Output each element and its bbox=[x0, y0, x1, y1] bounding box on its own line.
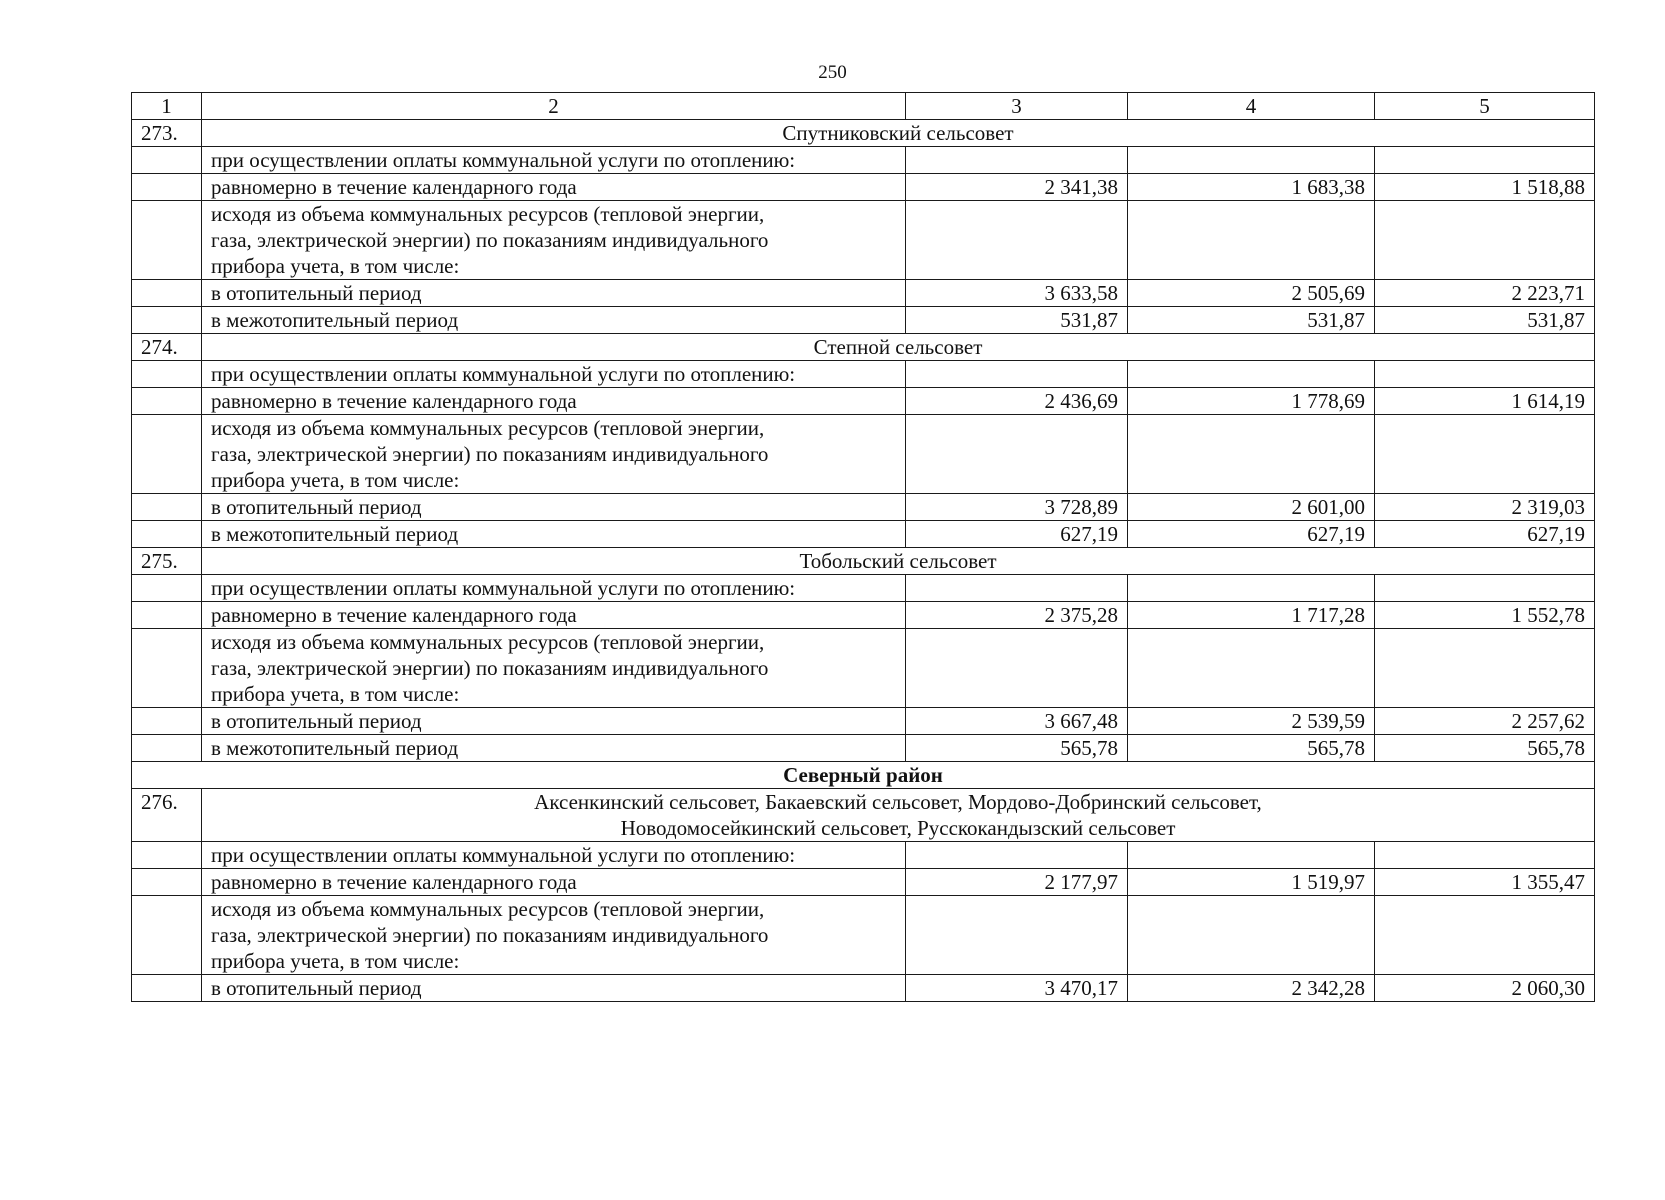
tariff-value bbox=[906, 147, 1128, 174]
tariff-row bbox=[132, 896, 1595, 975]
tariff-value: 1 552,78 bbox=[1375, 602, 1595, 629]
tariff-row bbox=[132, 602, 1595, 629]
tariff-row bbox=[132, 975, 1595, 1002]
row-label bbox=[202, 494, 906, 521]
tariff-value: 2 601,00 bbox=[1128, 494, 1375, 521]
text-line: в отопительный период bbox=[211, 281, 422, 305]
row-label bbox=[202, 735, 906, 762]
column-number: 4 bbox=[1128, 93, 1375, 120]
row-label bbox=[202, 201, 906, 280]
tariff-row bbox=[132, 361, 1595, 388]
row-label bbox=[202, 174, 906, 201]
text-line: при осуществлении оплаты коммунальной услуги по отоплению: bbox=[211, 843, 796, 867]
text-line: при осуществлении оплаты коммунальной услуги по отоплению: bbox=[211, 148, 796, 172]
tariff-value: 3 667,48 bbox=[906, 708, 1128, 735]
tariff-row bbox=[132, 280, 1595, 307]
tariff-value: 1 518,88 bbox=[1375, 174, 1595, 201]
tariff-value bbox=[906, 415, 1128, 494]
item-number: 273. bbox=[132, 120, 202, 147]
tariff-row bbox=[132, 708, 1595, 735]
tariff-value bbox=[1375, 629, 1595, 708]
text-line: в межотопительный период bbox=[211, 308, 459, 332]
row-label bbox=[202, 361, 906, 388]
tariff-value: 627,19 bbox=[1128, 521, 1375, 548]
tariff-value bbox=[1128, 896, 1375, 975]
empty-number-cell bbox=[132, 201, 202, 280]
tariff-value: 1 778,69 bbox=[1128, 388, 1375, 415]
text-line: исходя из объема коммунальных ресурсов (тепловой энергии, bbox=[211, 416, 765, 440]
tariff-value: 1 614,19 bbox=[1375, 388, 1595, 415]
tariff-value: 565,78 bbox=[1128, 735, 1375, 762]
item-number: 275. bbox=[132, 548, 202, 575]
row-label bbox=[202, 842, 906, 869]
empty-number-cell bbox=[132, 415, 202, 494]
text-line: при осуществлении оплаты коммунальной услуги по отоплению: bbox=[211, 576, 796, 600]
tariff-table bbox=[131, 92, 1595, 1002]
row-label bbox=[202, 575, 906, 602]
tariff-row bbox=[132, 174, 1595, 201]
section-header-row bbox=[132, 120, 1595, 147]
row-label bbox=[202, 280, 906, 307]
empty-number-cell bbox=[132, 494, 202, 521]
tariff-row bbox=[132, 388, 1595, 415]
tariff-value bbox=[1375, 361, 1595, 388]
tariff-value: 1 683,38 bbox=[1128, 174, 1375, 201]
empty-number-cell bbox=[132, 575, 202, 602]
tariff-row bbox=[132, 735, 1595, 762]
municipality-title bbox=[202, 789, 1595, 842]
tariff-row bbox=[132, 494, 1595, 521]
tariff-value: 1 519,97 bbox=[1128, 869, 1375, 896]
tariff-value: 2 342,28 bbox=[1128, 975, 1375, 1002]
tariff-row bbox=[132, 415, 1595, 494]
column-number: 5 bbox=[1375, 93, 1595, 120]
text-line: Новодомосейкинский сельсовет, Русскокандызский сельсовет bbox=[620, 816, 1176, 840]
tariff-value bbox=[1128, 147, 1375, 174]
empty-number-cell bbox=[132, 975, 202, 1002]
text-line: исходя из объема коммунальных ресурсов (тепловой энергии, bbox=[211, 202, 765, 226]
tariff-row bbox=[132, 521, 1595, 548]
text-line: газа, электрической энергии) по показаниям индивидуального bbox=[211, 228, 769, 252]
tariff-value bbox=[1128, 361, 1375, 388]
empty-number-cell bbox=[132, 602, 202, 629]
tariff-row bbox=[132, 575, 1595, 602]
text-line: прибора учета, в том числе: bbox=[211, 468, 460, 492]
tariff-value: 531,87 bbox=[906, 307, 1128, 334]
text-line: исходя из объема коммунальных ресурсов (тепловой энергии, bbox=[211, 897, 765, 921]
text-line: газа, электрической энергии) по показаниям индивидуального bbox=[211, 923, 769, 947]
tariff-value bbox=[1128, 575, 1375, 602]
text-line: в отопительный период bbox=[211, 495, 422, 519]
tariff-row bbox=[132, 147, 1595, 174]
tariff-value: 2 223,71 bbox=[1375, 280, 1595, 307]
tariff-value: 2 319,03 bbox=[1375, 494, 1595, 521]
empty-number-cell bbox=[132, 147, 202, 174]
row-label bbox=[202, 307, 906, 334]
tariff-value: 565,78 bbox=[906, 735, 1128, 762]
row-label bbox=[202, 147, 906, 174]
text-line: равномерно в течение календарного года bbox=[211, 870, 577, 894]
tariff-value bbox=[906, 629, 1128, 708]
empty-number-cell bbox=[132, 735, 202, 762]
row-label bbox=[202, 975, 906, 1002]
empty-number-cell bbox=[132, 896, 202, 975]
section-header-row bbox=[132, 789, 1595, 842]
tariff-row bbox=[132, 307, 1595, 334]
text-line: равномерно в течение календарного года bbox=[211, 603, 577, 627]
tariff-value bbox=[1375, 575, 1595, 602]
tariff-value: 2 375,28 bbox=[906, 602, 1128, 629]
text-line: Тобольский сельсовет bbox=[799, 549, 997, 573]
text-line: в отопительный период bbox=[211, 976, 422, 1000]
text-line: в межотопительный период bbox=[211, 522, 459, 546]
empty-number-cell bbox=[132, 307, 202, 334]
municipality-title bbox=[202, 120, 1595, 147]
tariff-value: 531,87 bbox=[1128, 307, 1375, 334]
text-line: прибора учета, в том числе: bbox=[211, 949, 460, 973]
tariff-value bbox=[906, 575, 1128, 602]
tariff-value: 2 436,69 bbox=[906, 388, 1128, 415]
row-label bbox=[202, 629, 906, 708]
tariff-value bbox=[906, 201, 1128, 280]
tariff-row bbox=[132, 842, 1595, 869]
section-header-row bbox=[132, 548, 1595, 575]
tariff-value: 565,78 bbox=[1375, 735, 1595, 762]
empty-number-cell bbox=[132, 629, 202, 708]
region-row bbox=[132, 762, 1595, 789]
tariff-value: 2 539,59 bbox=[1128, 708, 1375, 735]
text-line: Аксенкинский сельсовет, Бакаевский сельсовет, Мордово-Добринский сельсовет, bbox=[534, 790, 1262, 814]
empty-number-cell bbox=[132, 521, 202, 548]
section-header-row bbox=[132, 334, 1595, 361]
row-label bbox=[202, 521, 906, 548]
page-number: 250 bbox=[818, 62, 847, 83]
tariff-value: 2 505,69 bbox=[1128, 280, 1375, 307]
tariff-value bbox=[1375, 147, 1595, 174]
tariff-value: 531,87 bbox=[1375, 307, 1595, 334]
column-number: 3 bbox=[906, 93, 1128, 120]
tariff-row bbox=[132, 629, 1595, 708]
tariff-value: 3 633,58 bbox=[906, 280, 1128, 307]
row-label bbox=[202, 708, 906, 735]
tariff-value bbox=[1128, 201, 1375, 280]
tariff-value: 2 341,38 bbox=[906, 174, 1128, 201]
tariff-value bbox=[1375, 201, 1595, 280]
tariff-value bbox=[906, 361, 1128, 388]
text-line: Степной сельсовет bbox=[813, 335, 983, 359]
row-label bbox=[202, 869, 906, 896]
tariff-value: 3 470,17 bbox=[906, 975, 1128, 1002]
tariff-value bbox=[906, 842, 1128, 869]
tariff-value: 2 060,30 bbox=[1375, 975, 1595, 1002]
empty-number-cell bbox=[132, 361, 202, 388]
tariff-value bbox=[906, 896, 1128, 975]
text-line: газа, электрической энергии) по показаниям индивидуального bbox=[211, 656, 769, 680]
column-number: 2 bbox=[202, 93, 906, 120]
municipality-title bbox=[202, 548, 1595, 575]
tariff-value: 1 717,28 bbox=[1128, 602, 1375, 629]
tariff-value: 627,19 bbox=[906, 521, 1128, 548]
text-line: прибора учета, в том числе: bbox=[211, 682, 460, 706]
item-number: 276. bbox=[132, 789, 202, 842]
tariff-row bbox=[132, 201, 1595, 280]
column-number-row bbox=[132, 93, 1595, 120]
tariff-value bbox=[1375, 896, 1595, 975]
text-line: газа, электрической энергии) по показаниям индивидуального bbox=[211, 442, 769, 466]
tariff-value: 3 728,89 bbox=[906, 494, 1128, 521]
tariff-value bbox=[1375, 842, 1595, 869]
row-label bbox=[202, 388, 906, 415]
text-line: равномерно в течение календарного года bbox=[211, 175, 577, 199]
tariff-value bbox=[1128, 415, 1375, 494]
row-label bbox=[202, 602, 906, 629]
text-line: исходя из объема коммунальных ресурсов (тепловой энергии, bbox=[211, 630, 765, 654]
empty-number-cell bbox=[132, 388, 202, 415]
empty-number-cell bbox=[132, 869, 202, 896]
empty-number-cell bbox=[132, 842, 202, 869]
text-line: в отопительный период bbox=[211, 709, 422, 733]
tariff-value bbox=[1128, 842, 1375, 869]
tariff-row bbox=[132, 869, 1595, 896]
row-label bbox=[202, 415, 906, 494]
column-number: 1 bbox=[132, 93, 202, 120]
item-number: 274. bbox=[132, 334, 202, 361]
text-line: в межотопительный период bbox=[211, 736, 459, 760]
tariff-value: 627,19 bbox=[1375, 521, 1595, 548]
tariff-value: 2 177,97 bbox=[906, 869, 1128, 896]
tariff-value: 1 355,47 bbox=[1375, 869, 1595, 896]
text-line: при осуществлении оплаты коммунальной услуги по отоплению: bbox=[211, 362, 796, 386]
region-title: Северный район bbox=[132, 762, 1595, 789]
tariff-value bbox=[1375, 415, 1595, 494]
text-line: Спутниковский сельсовет bbox=[782, 121, 1014, 145]
empty-number-cell bbox=[132, 174, 202, 201]
row-label bbox=[202, 896, 906, 975]
municipality-title bbox=[202, 334, 1595, 361]
empty-number-cell bbox=[132, 280, 202, 307]
tariff-value: 2 257,62 bbox=[1375, 708, 1595, 735]
text-line: равномерно в течение календарного года bbox=[211, 389, 577, 413]
empty-number-cell bbox=[132, 708, 202, 735]
text-line: прибора учета, в том числе: bbox=[211, 254, 460, 278]
tariff-table-body bbox=[132, 93, 1595, 1002]
tariff-value bbox=[1128, 629, 1375, 708]
